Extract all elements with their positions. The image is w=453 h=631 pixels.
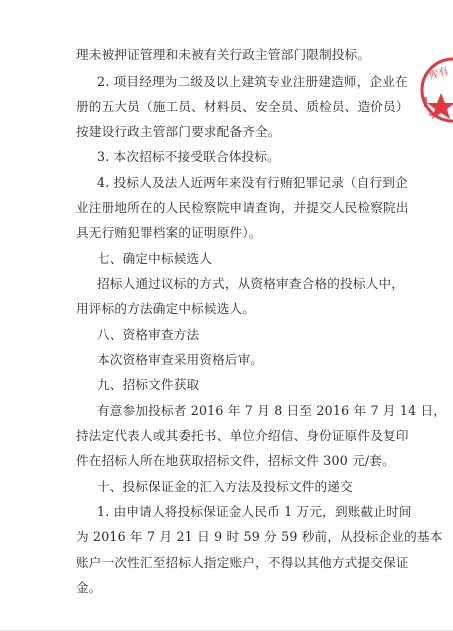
text-line-10: 招标人通过议标的方式，从资格审查合格的投标人中， <box>97 276 405 291</box>
text-line-19: 1. 由申请人将投标保证金人民币 1 万元，到账截止时间 <box>97 504 412 519</box>
text-line-21: 账户一次性汇至招标人指定账户，不得以其他方式提交保证 <box>76 555 409 570</box>
section-heading-10: 十、投标保证金的汇入方法及投标文件的递交 <box>97 479 353 494</box>
text-line-2: 2. 项目经理为二级及以上建筑专业注册建造师，企业在 <box>97 74 408 89</box>
text-line-17: 件在招标人所在地获取招标文件，招标文件 300 元/套。 <box>76 453 395 468</box>
seal-text-fragment: 库有 <box>427 65 451 83</box>
text-line-13: 本次资格审查采用资格后审。 <box>97 352 264 367</box>
text-line-4: 按建设行政主管部门要求配备齐全。 <box>76 124 281 139</box>
text-line-16: 持法定代表人或其委托书、单位介绍信、身份证原件及复印 <box>76 428 409 443</box>
seal-mark <box>424 97 427 107</box>
text-line-7: 业注册地所在的人民检察院申请查询，并提交人民检察院出 <box>76 200 409 215</box>
section-heading-7: 七、确定中标候选人 <box>97 251 213 266</box>
text-line-15: 有意参加投标者 2016 年 7 月 8 日至 2016 年 7 月 14 日， <box>97 403 447 418</box>
section-heading-8: 八、资格审查方法 <box>97 327 200 342</box>
text-line-22: 金。 <box>76 580 102 595</box>
text-line-20: 为 2016 年 7 月 21 日 9 时 59 分 59 秒前，从投标企业的基本 <box>76 529 443 544</box>
text-line-3: 册的五大员（施工员、材料员、安全员、质检员、造价员） <box>76 99 409 114</box>
official-seal-stamp <box>418 55 453 125</box>
text-line-8: 具无行贿犯罪档案的证明原件）。 <box>76 225 262 240</box>
text-line-5: 3. 本次招标不接受联合体投标。 <box>97 149 280 164</box>
text-line-6: 4. 投标人及法人近两年来没有行贿犯罪记录（自行到企 <box>97 175 408 190</box>
seal-mark <box>429 113 437 116</box>
text-line-11: 用评标的方法确定中标候选人。 <box>76 301 256 316</box>
text-line-1: 理未被押证管理和未被有关行政主管部门限制投标。 <box>76 47 371 62</box>
section-heading-9: 九、招标文件获取 <box>97 377 200 392</box>
